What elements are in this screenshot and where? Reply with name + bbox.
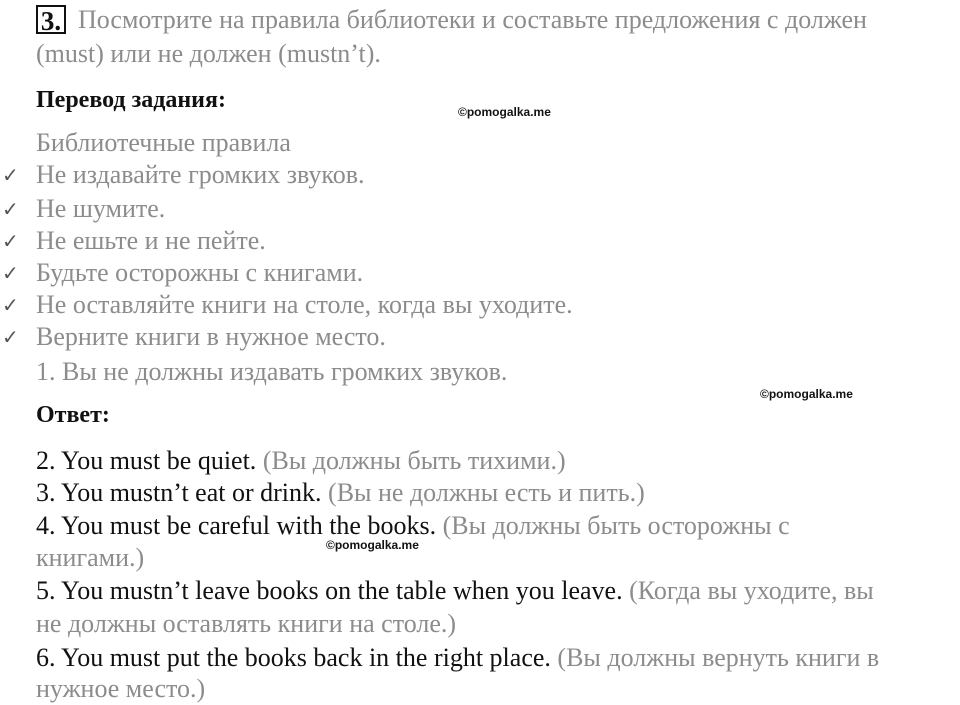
check-icon: ✓	[2, 261, 19, 285]
example-sentence: 1. Вы не должны издавать громких звуков.	[36, 357, 508, 386]
answer-russian: (Вы должны быть тихими.)	[256, 446, 566, 475]
task-text-line2: (must) или не должен (mustn’t).	[36, 39, 381, 68]
answer-item	[36, 643, 879, 673]
translation-heading: Перевод задания:	[36, 87, 226, 113]
check-icon: ✓	[2, 325, 19, 349]
answer-russian-continuation: не должны оставлять книги на столе.)	[36, 609, 457, 638]
answer-russian: (Вы должны вернуть книги в	[550, 643, 880, 672]
rule-item: Верните книги в нужное место.	[36, 322, 386, 351]
answer-russian: (Вы не должны есть и пить.)	[321, 478, 645, 507]
answer-heading: Ответ:	[36, 402, 110, 428]
watermark: ©pomogalka.me	[760, 387, 853, 401]
answer-item	[36, 446, 566, 476]
check-icon: ✓	[2, 163, 19, 187]
watermark: ©pomogalka.me	[458, 105, 551, 119]
answer-item	[36, 478, 645, 508]
watermark: ©pomogalka.me	[326, 538, 419, 552]
rule-item: Будьте осторожны с книгами.	[36, 258, 364, 287]
check-icon: ✓	[2, 197, 19, 221]
rule-item: Не шумите.	[36, 194, 166, 223]
rule-item: Не оставляйте книги на столе, когда вы уходите.	[36, 290, 573, 319]
answer-russian-continuation: книгами.)	[36, 543, 145, 572]
check-icon: ✓	[2, 293, 19, 317]
answer-russian-continuation: нужное место.)	[36, 674, 206, 703]
rules-title: Библиотечные правила	[36, 128, 291, 157]
answer-english: 2. You must be quiet.	[36, 446, 257, 475]
answer-item	[36, 576, 874, 606]
answer-english: 6. You must put the books back in the right place.	[36, 643, 551, 672]
rule-item: Не ешьте и не пейте.	[36, 226, 266, 255]
answer-russian: (Вы должны быть осторожны с	[436, 511, 790, 540]
answer-english: 3. You mustn’t eat or drink.	[36, 478, 322, 507]
answer-russian: (Когда вы уходите, вы	[622, 576, 874, 605]
rule-item: Не издавайте громких звуков.	[36, 160, 365, 189]
task-number-box: 3.	[36, 5, 66, 34]
check-icon: ✓	[2, 229, 19, 253]
answer-english: 5. You mustn’t leave books on the table when you leave.	[36, 576, 623, 605]
answer-item	[36, 511, 790, 541]
task-text-line1: Посмотрите на правила библиотеки и составьте предложения с должен	[78, 5, 867, 34]
answer-english: 4. You must be careful with the books.	[36, 511, 437, 540]
